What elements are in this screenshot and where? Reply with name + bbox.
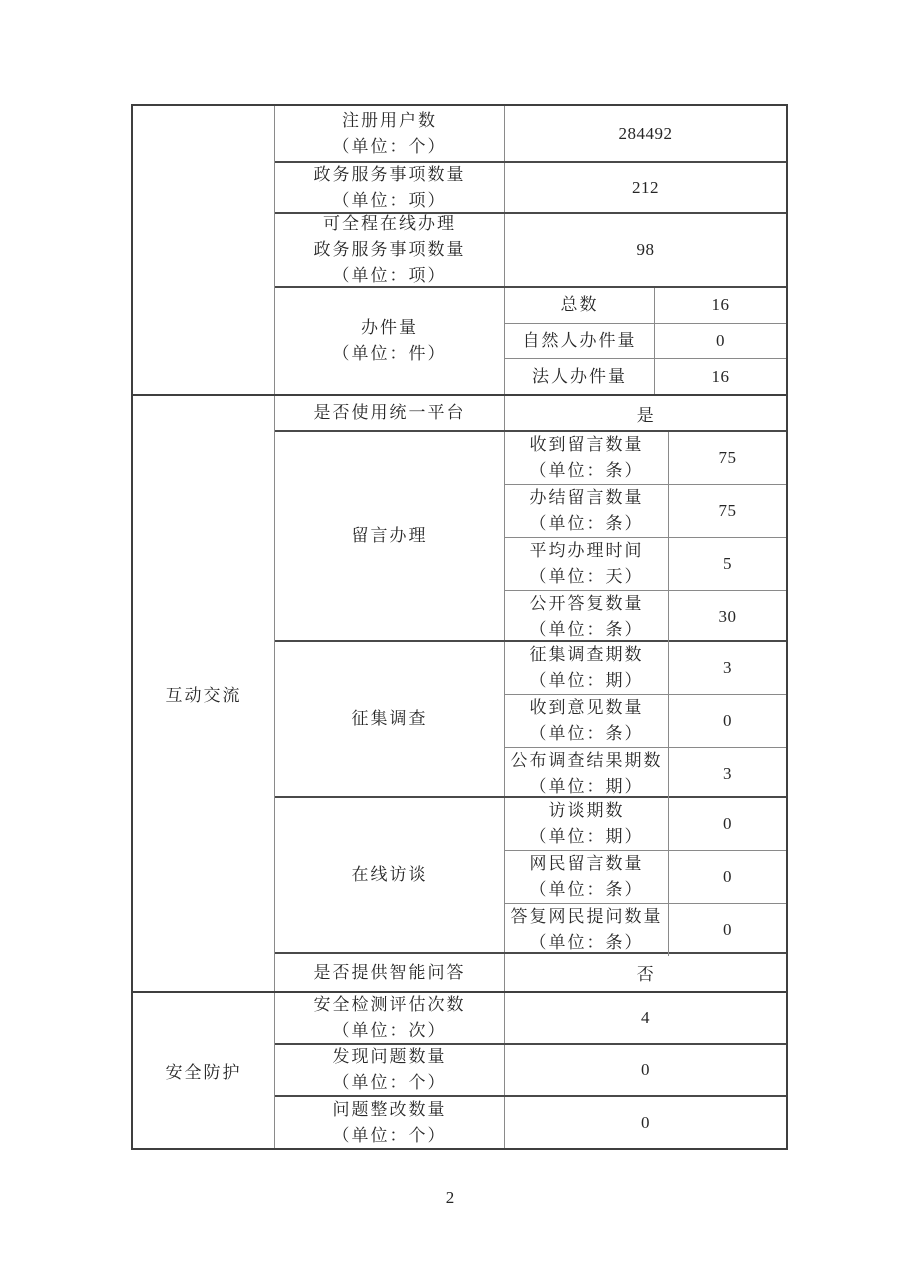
subrow-unit: （单位：天） — [529, 567, 644, 586]
row-surveys — [275, 642, 786, 798]
subrow-results-published — [505, 748, 786, 800]
subrow-messages-closed — [505, 485, 786, 538]
subrow-messages-received — [505, 432, 786, 485]
subrow-netizen-messages — [505, 851, 786, 904]
row-service-items — [275, 163, 786, 214]
subrow-label: 收到留言数量 — [529, 435, 644, 454]
subrow-value: 0 — [723, 920, 732, 939]
row-case-volume — [275, 288, 786, 394]
row-registered-users — [275, 106, 786, 163]
subrow-unit: （单位：期） — [529, 827, 644, 846]
row-label — [275, 106, 505, 161]
row-value: 98 — [636, 240, 655, 259]
section-security — [133, 993, 786, 1148]
label-unit: （单位：件） — [332, 344, 447, 363]
subrow-opinions-received — [505, 695, 786, 748]
subrow-label: 公布调查结果期数 — [510, 751, 663, 770]
row-problems-rectified — [275, 1097, 786, 1148]
row-label: 征集调查 — [275, 642, 505, 796]
subrow-value: 16 — [711, 295, 730, 315]
subrow-average-time — [505, 538, 786, 591]
label-line: 可全程在线办理 — [323, 214, 456, 233]
subrow-value: 0 — [723, 814, 732, 833]
subrow-value: 16 — [711, 366, 730, 386]
label-unit: （单位：次） — [332, 1021, 447, 1040]
subrow-unit: （单位：条） — [529, 461, 644, 480]
subrow-value: 5 — [723, 554, 732, 573]
row-label — [275, 163, 505, 212]
label-line: 发现问题数量 — [332, 1047, 447, 1066]
subrow-survey-periods — [505, 642, 786, 695]
label-line: 注册用户数 — [342, 110, 437, 130]
subrow-label: 网民留言数量 — [529, 854, 644, 873]
row-label: 是否提供智能问答 — [275, 954, 505, 991]
subrow-label: 答复网民提问数量 — [510, 907, 663, 926]
row-value: 否 — [636, 965, 655, 984]
subrow-value: 3 — [723, 658, 732, 677]
row-value: 0 — [641, 1112, 650, 1132]
row-value: 0 — [641, 1060, 650, 1079]
row-value: 284492 — [618, 123, 673, 143]
row-online-items — [275, 214, 786, 288]
subrow-label: 自然人办件量 — [522, 331, 637, 350]
row-smart-qa — [275, 954, 786, 991]
subrow-public-replies — [505, 591, 786, 643]
subrow-label: 征集调查期数 — [529, 645, 644, 664]
subrow-label: 办结留言数量 — [529, 488, 644, 507]
row-value: 4 — [641, 1008, 650, 1027]
subrow-questions-answered — [505, 904, 786, 956]
label-line: 办件量 — [361, 318, 418, 337]
subrow-value: 75 — [718, 448, 737, 467]
subrow-total — [505, 288, 786, 324]
row-online-interviews — [275, 798, 786, 954]
label-line: 政务服务事项数量 — [313, 164, 466, 184]
row-label: 是否使用统一平台 — [275, 396, 505, 430]
page-number: 2 — [445, 1188, 455, 1207]
row-problems-found — [275, 1045, 786, 1097]
subrow-label: 法人办件量 — [532, 366, 627, 386]
subrow-unit: （单位：条） — [529, 880, 644, 899]
subrow-unit: （单位：期） — [529, 671, 644, 690]
row-message-handling — [275, 432, 786, 642]
label-line: 安全检测评估次数 — [313, 995, 466, 1014]
statistics-table — [131, 104, 788, 1150]
section-online-services — [133, 106, 786, 396]
subrow-label: 访谈期数 — [548, 801, 625, 820]
label-unit: （单位：项） — [332, 190, 447, 210]
row-label — [275, 288, 505, 394]
row-value: 212 — [632, 177, 659, 197]
subrow-label: 公开答复数量 — [529, 594, 644, 613]
subrow-unit: （单位：条） — [529, 933, 644, 952]
subrow-label: 总数 — [560, 295, 599, 315]
subrow-unit: （单位：条） — [529, 620, 644, 639]
category-cell-interaction: 互动交流 — [133, 396, 275, 991]
row-unified-platform — [275, 396, 786, 432]
row-label — [275, 214, 505, 286]
subrow-unit: （单位：条） — [529, 514, 644, 533]
row-label: 在线访谈 — [275, 798, 505, 952]
subrow-label: 收到意见数量 — [529, 698, 644, 717]
subrow-unit: （单位：期） — [529, 777, 644, 796]
label-unit: （单位：项） — [332, 266, 447, 285]
row-label — [275, 993, 505, 1043]
subrow-value: 30 — [718, 607, 737, 626]
row-security-assessments — [275, 993, 786, 1045]
label-unit: （单位：个） — [332, 1125, 447, 1145]
subrow-unit: （单位：条） — [529, 724, 644, 743]
category-cell-empty — [133, 106, 275, 394]
row-label: 留言办理 — [275, 432, 505, 640]
subrow-natural-person — [505, 324, 786, 360]
label-unit: （单位：个） — [332, 1073, 447, 1092]
subrow-value: 3 — [723, 764, 732, 783]
label-unit: （单位：个） — [332, 136, 447, 156]
subrow-label: 平均办理时间 — [529, 541, 644, 560]
subrow-value: 0 — [723, 867, 732, 886]
subrow-legal-person — [505, 359, 786, 394]
label-line: 政务服务事项数量 — [313, 240, 466, 259]
section-interaction — [133, 396, 786, 993]
subrow-value: 75 — [718, 501, 737, 520]
subrow-interview-periods — [505, 798, 786, 851]
subrow-value: 0 — [716, 331, 725, 350]
row-label — [275, 1045, 505, 1095]
row-value: 是 — [636, 405, 655, 425]
row-label — [275, 1097, 505, 1148]
label-line: 问题整改数量 — [332, 1099, 447, 1119]
subrow-value: 0 — [723, 711, 732, 730]
category-cell-security: 安全防护 — [133, 993, 275, 1148]
